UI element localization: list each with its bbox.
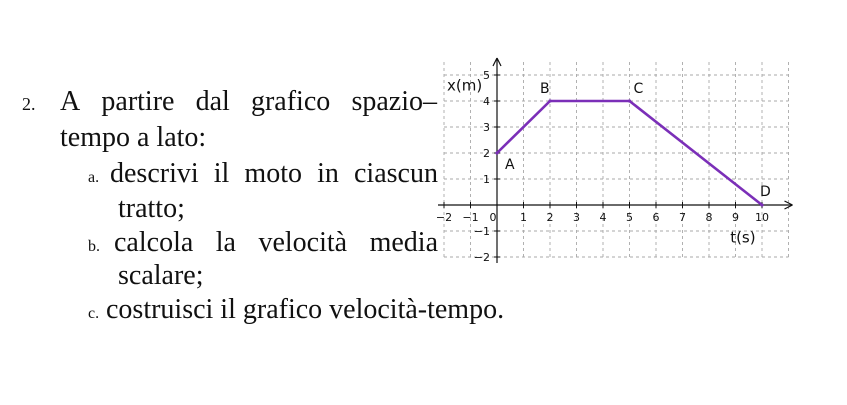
- item-b-marker: b.: [88, 238, 100, 255]
- exercise-line-1: [22, 88, 437, 116]
- data-point: [495, 151, 498, 154]
- intro-word: dal: [195, 86, 230, 117]
- x-tick-label: −1: [462, 211, 479, 224]
- point-label: B: [540, 81, 550, 97]
- intro-word: grafico: [250, 86, 331, 117]
- y-tick-label: 2: [483, 147, 490, 160]
- item-a-word: moto: [244, 158, 302, 189]
- item-a-line-1: [110, 160, 438, 188]
- y-tick-label: −1: [473, 225, 490, 238]
- item-a-word: descrivi: [110, 158, 199, 189]
- x-tick-label: 4: [599, 211, 607, 224]
- intro-word: partire: [101, 86, 175, 117]
- item-b-word: media: [369, 227, 438, 258]
- item-c-line-1: costruisci il grafico velocità-tempo.: [106, 294, 505, 325]
- item-b-line-2: scalare;: [118, 260, 204, 291]
- x-tick-label: 1: [520, 211, 527, 224]
- item-b-line-1: [114, 229, 438, 257]
- point-label: C: [633, 81, 644, 97]
- item-a-word: in: [317, 158, 339, 189]
- x-tick-label: 9: [732, 211, 739, 224]
- intro-word: A: [60, 86, 81, 117]
- x-tick-label: 5: [626, 211, 633, 224]
- x-tick-label: 10: [755, 211, 769, 224]
- x-tick-label: 2: [546, 211, 554, 224]
- item-c-marker: c.: [88, 305, 100, 322]
- x-tick-label: 3: [573, 211, 580, 224]
- intro-line-1: [60, 88, 437, 116]
- data-point: [760, 203, 763, 206]
- item-a-marker: a.: [88, 169, 100, 186]
- y-axis-title: x(m): [447, 76, 483, 95]
- x-tick-label: −2: [435, 211, 453, 224]
- y-tick-label: 3: [483, 121, 490, 134]
- data-point: [628, 99, 631, 102]
- x-tick-label: 6: [652, 211, 660, 224]
- intro-line-2: tempo a lato:: [60, 122, 207, 153]
- intro-word: spazio–: [351, 86, 437, 117]
- item-a: [88, 160, 438, 188]
- exercise-number: 2.: [22, 94, 36, 114]
- item-c: [88, 296, 504, 324]
- y-tick-label: 4: [483, 95, 490, 108]
- item-b-word: calcola: [114, 227, 194, 258]
- item-b-word: velocità: [258, 227, 348, 258]
- x-tick-label: 7: [679, 211, 686, 224]
- point-label: D: [760, 184, 771, 200]
- item-a-word: ciascun: [353, 158, 438, 189]
- data-point: [548, 99, 551, 102]
- x-tick-label: 0: [489, 211, 497, 224]
- item-b: [88, 229, 438, 257]
- point-label: A: [505, 157, 515, 173]
- y-tick-label: 5: [483, 69, 490, 82]
- y-tick-label: 1: [483, 173, 490, 186]
- x-axis-title: t(s): [730, 228, 756, 247]
- x-tick-label: 8: [705, 211, 713, 224]
- y-tick-label: −2: [473, 251, 490, 264]
- item-a-word: il: [213, 158, 230, 189]
- item-a-line-2: tratto;: [118, 193, 185, 224]
- item-b-word: la: [215, 227, 236, 258]
